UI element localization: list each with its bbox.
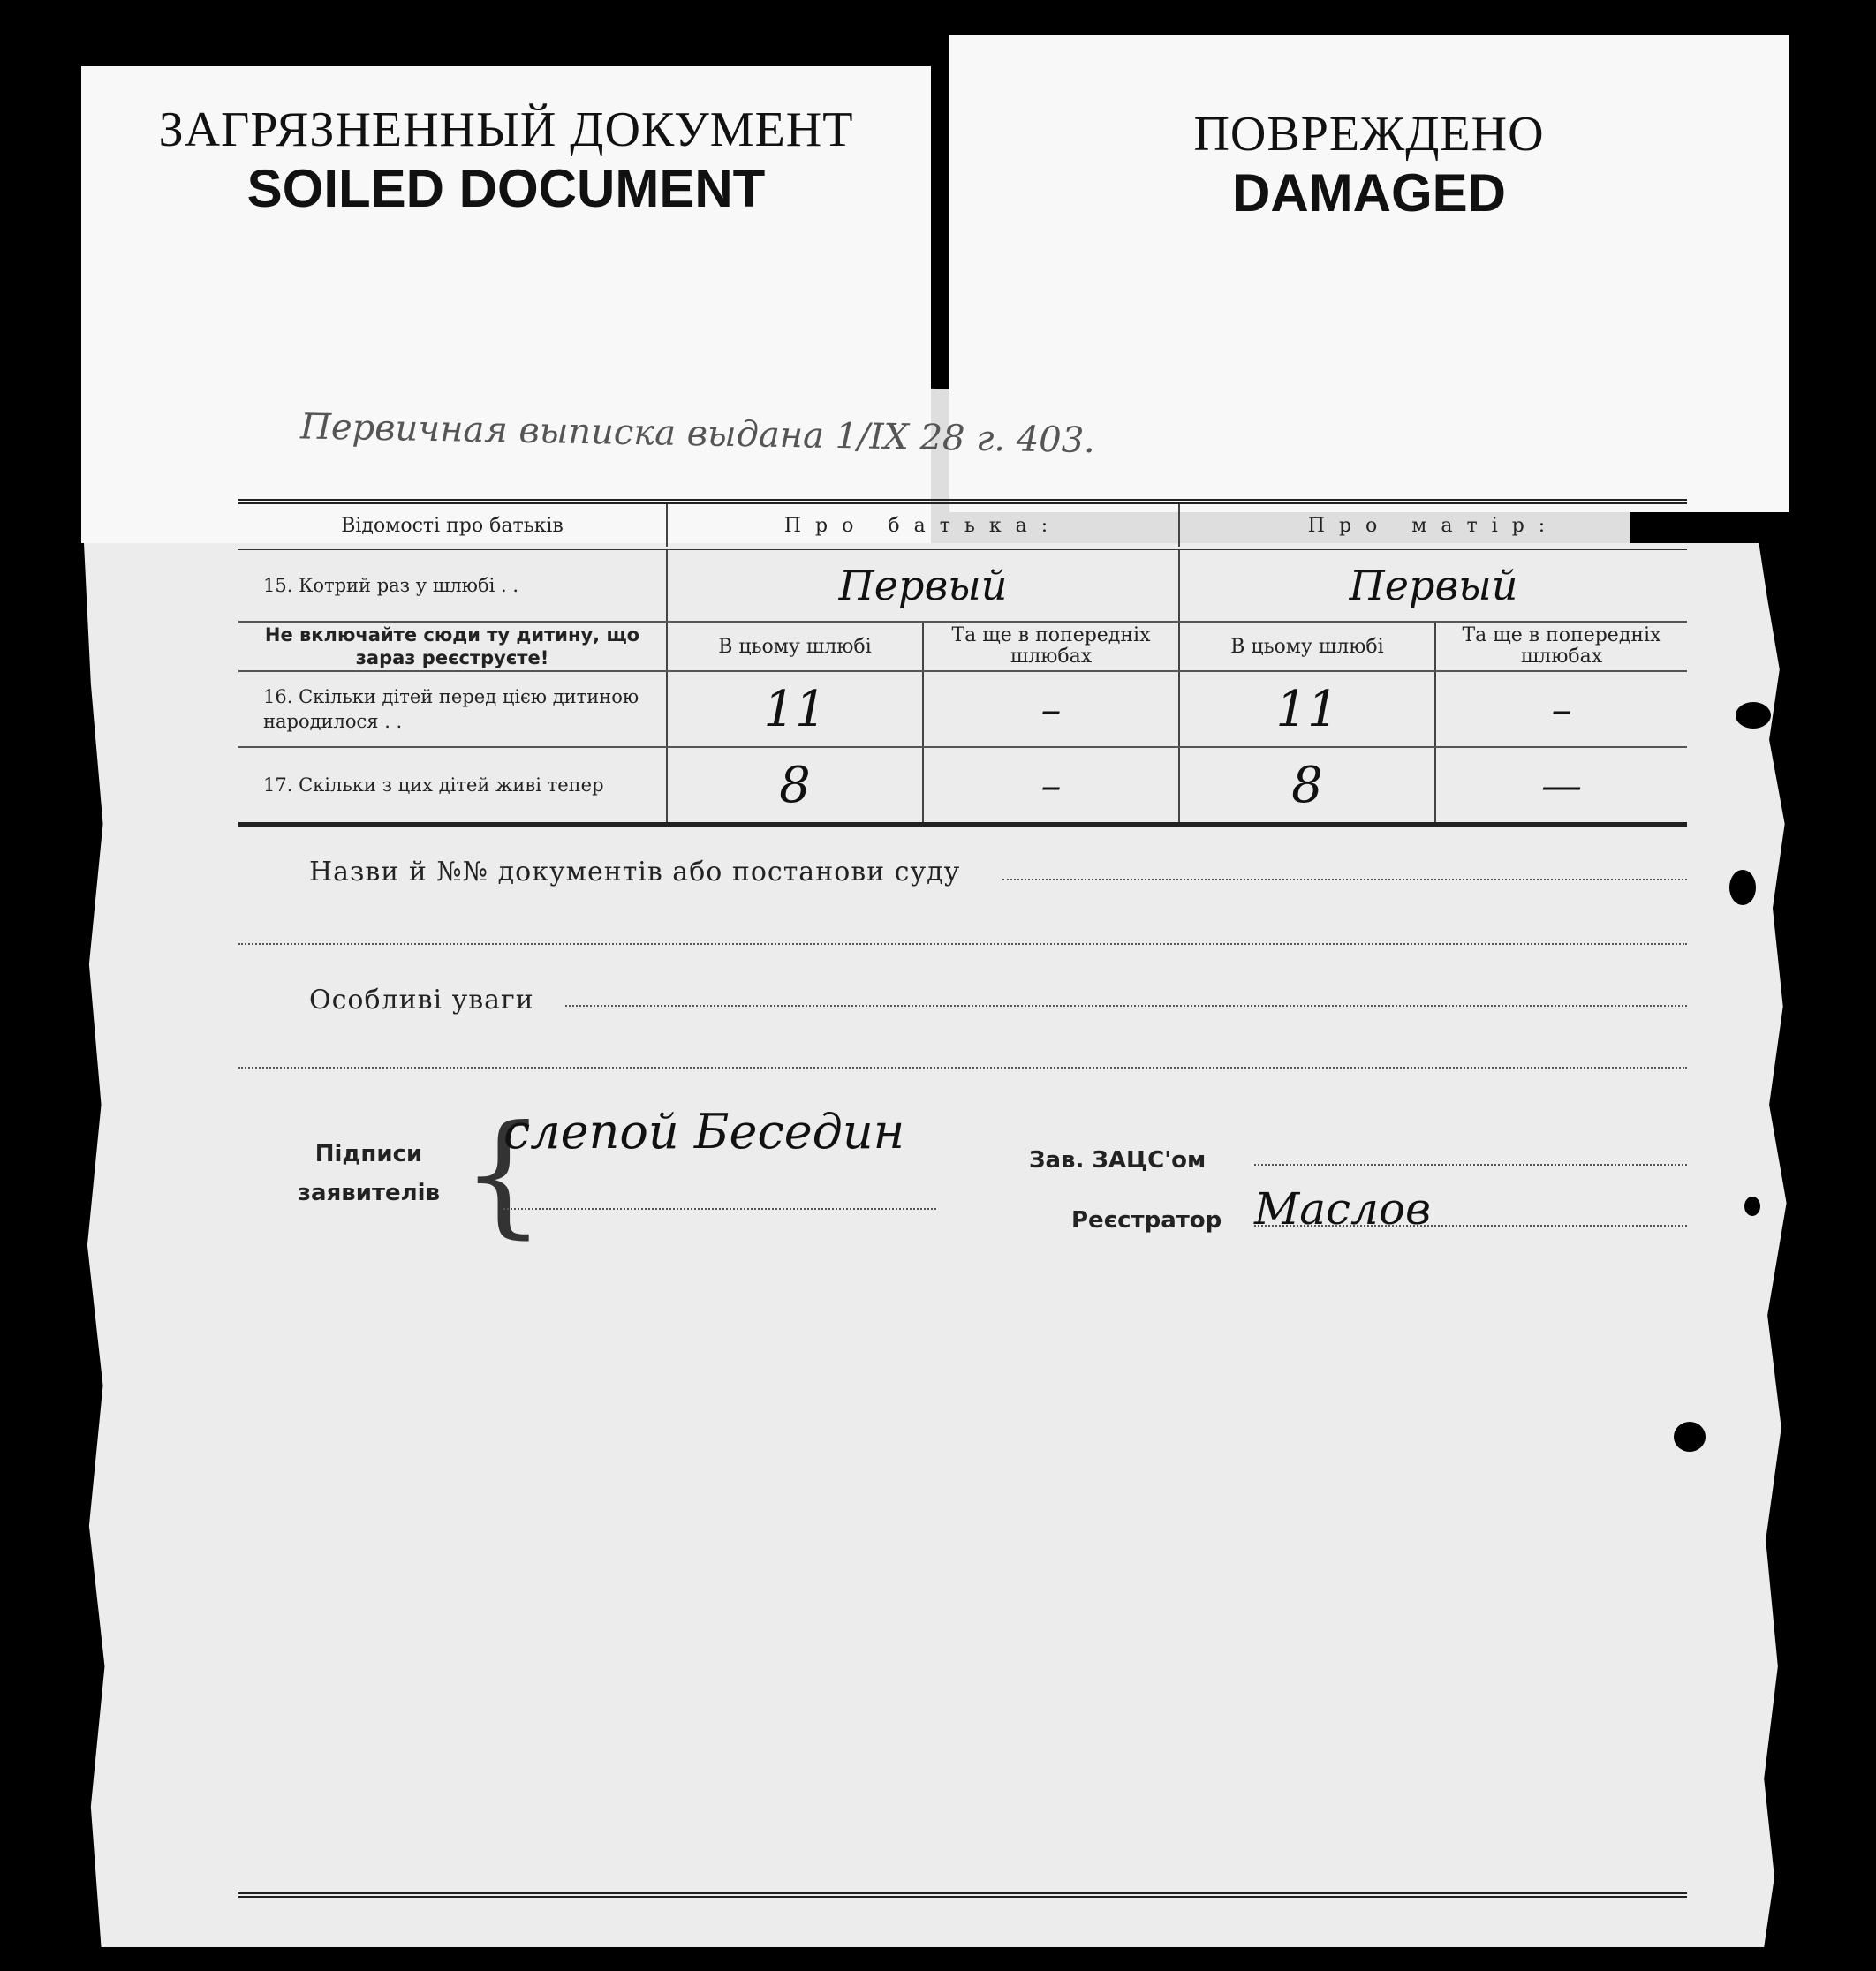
table-row xyxy=(238,548,1687,622)
row16-father-this: 11 xyxy=(763,680,827,738)
row15-mother xyxy=(1179,548,1687,622)
mother-previous-marriages-header: Та ще в попередніх шлюбах xyxy=(1435,622,1687,671)
row16-mother-prev: – xyxy=(1551,685,1572,733)
registrar-signature: Маслов xyxy=(1254,1183,1432,1235)
parents-info-table xyxy=(238,499,1687,827)
row17-mother-this: 8 xyxy=(1291,756,1323,814)
soiled-label-ru: ЗАГРЯЗНЕННЫЙ ДОКУМЕНТ xyxy=(158,102,854,157)
soiled-label-en: SOILED DOCUMENT xyxy=(246,159,766,218)
row15-father-value: Первый xyxy=(838,562,1008,609)
mother-in-this-marriage-header: В цьому шлюбі xyxy=(1179,622,1435,671)
row15-label: 15. Котрий раз у шлюбі . . xyxy=(238,548,667,622)
head-registry-label: Зав. ЗАЦС'ом xyxy=(1029,1147,1207,1174)
header-about-mother: Про матір: xyxy=(1179,502,1687,548)
special-notes-line-2 xyxy=(238,1067,1687,1069)
damage-spot xyxy=(1744,1197,1760,1216)
father-previous-marriages-header: Та ще в попередніх шлюбах xyxy=(923,622,1179,671)
damaged-label-ru: ПОВРЕЖДЕНО xyxy=(1193,107,1545,162)
special-notes-label: Особливі уваги xyxy=(309,985,534,1016)
damage-spot xyxy=(1729,870,1756,905)
row16-label: 16. Скільки дітей перед цією дитиною народилося . . xyxy=(238,671,667,747)
bottom-rule xyxy=(238,1892,1687,1898)
table-subheader-row xyxy=(238,622,1687,671)
row15-mother-value: Первый xyxy=(1349,562,1518,609)
documents-line xyxy=(1002,879,1687,880)
damage-spot xyxy=(1736,702,1771,729)
brace-icon: { xyxy=(461,1098,546,1251)
table-header-row xyxy=(238,502,1687,548)
header-handwritten-note: Первичная выписка выдана 1/IX 28 г. 403. xyxy=(299,406,1096,462)
head-registry-line xyxy=(1254,1164,1687,1166)
header-parents-info: Відомості про батьків xyxy=(238,502,667,548)
exclude-child-note: Не включайте сюди ту дитину, що зараз реєструєте! xyxy=(238,622,667,671)
father-in-this-marriage-header: В цьому шлюбі xyxy=(667,622,923,671)
documents-label: Назви й №№ документів або постанови суду xyxy=(309,857,961,887)
applicants-signature-line xyxy=(503,1208,936,1210)
row17-mother-prev: — xyxy=(1541,761,1582,809)
special-notes-line xyxy=(565,1005,1687,1007)
soiled-document-label xyxy=(81,66,931,543)
documents-line-2 xyxy=(238,943,1687,945)
table-row xyxy=(238,671,1687,747)
applicants-signature: слепой Беседин xyxy=(503,1104,905,1159)
damage-spot xyxy=(1674,1422,1706,1452)
damaged-label-en: DAMAGED xyxy=(1232,163,1506,223)
applicants-signatures-label: Підписи заявителів xyxy=(297,1141,441,1206)
row16-mother-this: 11 xyxy=(1275,680,1339,738)
row17-label: 17. Скільки з цих дітей живі тепер xyxy=(238,747,667,825)
header-about-father: Про батька: xyxy=(667,502,1179,548)
table-row xyxy=(238,747,1687,825)
registrar-label: Реєстратор xyxy=(1071,1207,1222,1234)
row17-father-this: 8 xyxy=(779,756,811,814)
row15-father xyxy=(667,548,1179,622)
row16-father-prev: – xyxy=(1040,685,1062,733)
row17-father-prev: – xyxy=(1040,761,1062,809)
